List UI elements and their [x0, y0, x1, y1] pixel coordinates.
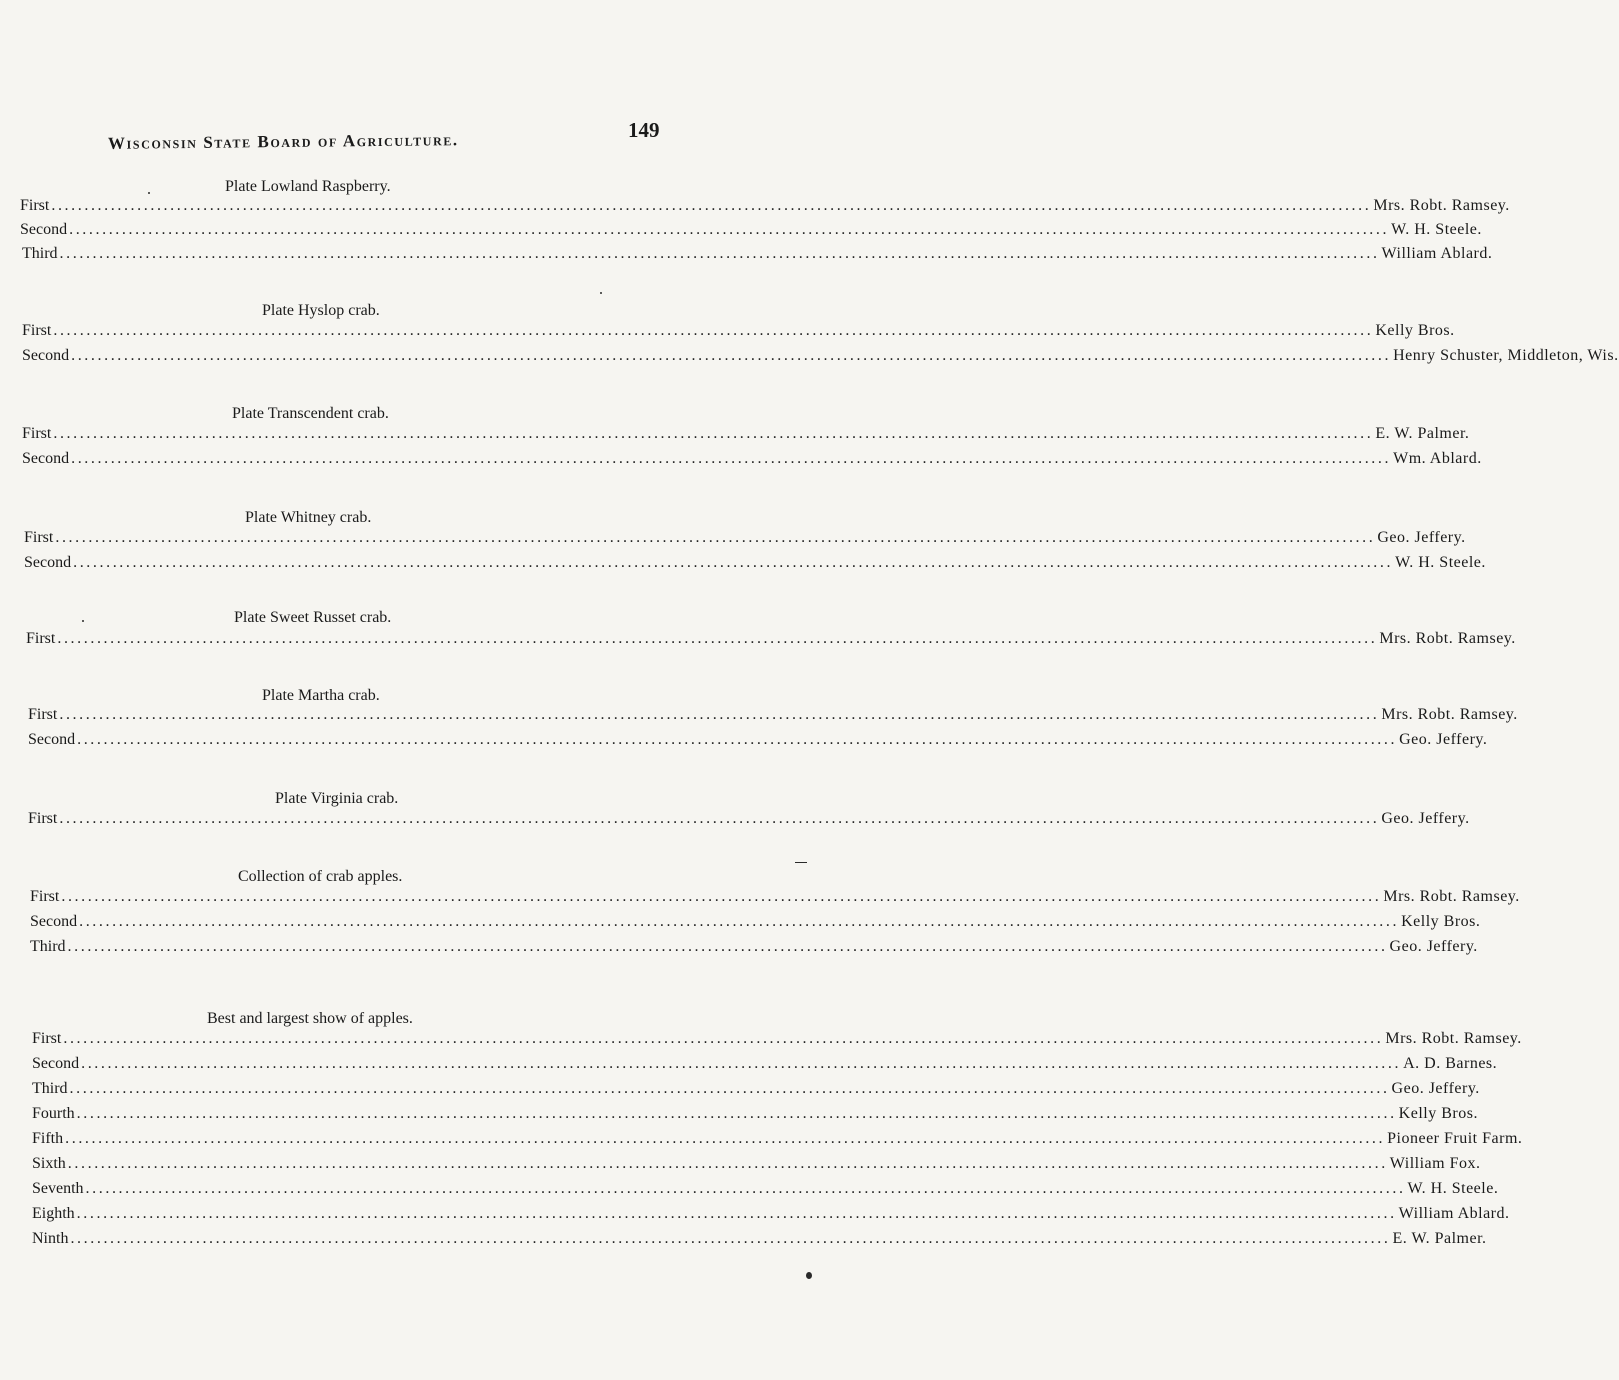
dot-leader: ........................................................................................................................................................................................................ [85, 1180, 1406, 1197]
dot-leader: ........................................................................................................................................................................................................ [59, 706, 1380, 723]
dot-leader: ........................................................................................................................................................................................................ [76, 1105, 1397, 1122]
print-speck [806, 1272, 812, 1279]
award-entry [30, 888, 1520, 910]
award-entry [32, 1080, 1480, 1102]
section-title: Best and largest show of apples. [207, 1010, 413, 1027]
award-entry [28, 810, 1470, 832]
section-title: Plate Virginia crab. [275, 790, 399, 807]
dot-leader: ........................................................................................................................................................................................................ [70, 1230, 1391, 1247]
section-title: Plate Whitney crab. [245, 509, 372, 526]
dot-leader: ........................................................................................................................................................................................................ [69, 1080, 1390, 1097]
award-entry [30, 913, 1481, 935]
dot-leader: ........................................................................................................................................................................................................ [69, 221, 1390, 238]
award-entry [32, 1130, 1523, 1152]
placing-label: Ninth [32, 1230, 69, 1247]
section-title: Collection of crab apples. [238, 868, 403, 885]
winner-name: E. W. Palmer. [1392, 1230, 1487, 1247]
dot-leader: ........................................................................................................................................................................................................ [79, 913, 1400, 930]
placing-label: Third [22, 245, 58, 262]
award-entry [20, 197, 1510, 219]
dot-leader: ........................................................................................................................................................................................................ [67, 1155, 1388, 1172]
winner-name: Geo. Jeffery. [1391, 1080, 1480, 1097]
placing-label: Second [22, 450, 70, 467]
winner-name: A. D. Barnes. [1403, 1055, 1498, 1072]
placing-label: Sixth [32, 1155, 66, 1172]
dot-leader: ........................................................................................................................................................................................................ [76, 1205, 1397, 1222]
winner-name: Kelly Bros. [1375, 322, 1455, 339]
dot-leader: ........................................................................................................................................................................................................ [77, 731, 1398, 748]
dot-leader: ........................................................................................................................................................................................................ [59, 245, 1380, 262]
winner-name: Mrs. Robt. Ramsey. [1379, 630, 1516, 647]
placing-label: First [28, 706, 58, 723]
award-entry [32, 1230, 1487, 1252]
award-entry [24, 529, 1466, 551]
placing-label: Eighth [32, 1205, 75, 1222]
placing-label: First [20, 197, 50, 214]
placing-label: Second [32, 1055, 80, 1072]
dot-leader: ........................................................................................................................................................................................................ [51, 197, 1372, 214]
placing-label: Third [30, 938, 66, 955]
award-entry [26, 630, 1516, 652]
print-speck [600, 292, 602, 294]
winner-name: W. H. Steele. [1395, 554, 1486, 571]
winner-name: Mrs. Robt. Ramsey. [1373, 197, 1510, 214]
winner-name: Geo. Jeffery. [1381, 810, 1470, 827]
winner-name: E. W. Palmer. [1375, 425, 1470, 442]
award-entry [24, 554, 1486, 576]
dot-leader: ........................................................................................................................................................................................................ [67, 938, 1388, 955]
dot-leader: ........................................................................................................................................................................................................ [73, 554, 1394, 571]
placing-label: First [24, 529, 54, 546]
winner-name: Geo. Jeffery. [1389, 938, 1478, 955]
winner-name: Mrs. Robt. Ramsey. [1383, 888, 1520, 905]
dot-leader: ........................................................................................................................................................................................................ [59, 810, 1380, 827]
award-entry [28, 706, 1518, 728]
section-title: Plate Sweet Russet crab. [234, 609, 392, 626]
print-speck [148, 192, 150, 194]
dot-leader: ........................................................................................................................................................................................................ [57, 630, 1378, 647]
award-entry [32, 1105, 1478, 1127]
award-entry [30, 938, 1478, 960]
winner-name: William Ablard. [1381, 245, 1493, 262]
winner-name: Pioneer Fruit Farm. [1387, 1130, 1523, 1147]
dot-leader: ........................................................................................................................................................................................................ [53, 322, 1374, 339]
placing-label: Second [30, 913, 78, 930]
placing-label: Fifth [32, 1130, 64, 1147]
placing-label: Second [24, 554, 72, 571]
section-title: Plate Transcendent crab. [232, 405, 389, 422]
placing-label: First [32, 1030, 62, 1047]
award-entry [32, 1030, 1522, 1052]
winner-name: Geo. Jeffery. [1399, 731, 1488, 748]
placing-label: Second [28, 731, 76, 748]
section-title: Plate Lowland Raspberry. [225, 178, 391, 195]
award-entry [22, 245, 1493, 267]
award-entry [28, 731, 1488, 753]
winner-name: W. H. Steele. [1391, 221, 1482, 238]
dot-leader: ........................................................................................................................................................................................................ [71, 450, 1392, 467]
award-entry [32, 1180, 1499, 1202]
dot-leader: ........................................................................................................................................................................................................ [81, 1055, 1402, 1072]
winner-name: William Fox. [1389, 1155, 1481, 1172]
placing-label: Seventh [32, 1180, 84, 1197]
dot-leader: ........................................................................................................................................................................................................ [53, 425, 1374, 442]
winner-name: Mrs. Robt. Ramsey. [1385, 1030, 1522, 1047]
dot-leader: ........................................................................................................................................................................................................ [63, 1030, 1384, 1047]
winner-name: Kelly Bros. [1401, 913, 1481, 930]
dot-leader: ........................................................................................................................................................................................................ [61, 888, 1382, 905]
award-entry [22, 425, 1470, 447]
winner-name: Geo. Jeffery. [1377, 529, 1466, 546]
winner-name: Mrs. Robt. Ramsey. [1381, 706, 1518, 723]
winner-name: Henry Schuster, Middleton, Wis. [1393, 347, 1619, 364]
page-number: 149 [628, 118, 660, 142]
award-entry [32, 1155, 1481, 1177]
award-entry [32, 1205, 1510, 1227]
winner-name: Kelly Bros. [1398, 1105, 1478, 1122]
award-entry [22, 450, 1482, 472]
section-title: Plate Hyslop crab. [262, 302, 380, 319]
section-title: Plate Martha crab. [262, 687, 380, 704]
running-head [20, 118, 740, 158]
placing-label: First [28, 810, 58, 827]
placing-label: First [22, 322, 52, 339]
print-speck [82, 620, 84, 622]
award-entry [20, 221, 1482, 243]
placing-label: First [26, 630, 56, 647]
winner-name: Wm. Ablard. [1393, 450, 1482, 467]
placing-label: First [30, 888, 60, 905]
winner-name: W. H. Steele. [1407, 1180, 1499, 1197]
dot-leader: ........................................................................................................................................................................................................ [55, 529, 1376, 546]
dot-leader: ........................................................................................................................................................................................................ [71, 347, 1392, 364]
award-entry [22, 347, 1619, 369]
placing-label: Second [22, 347, 70, 364]
placing-label: Third [32, 1080, 68, 1097]
print-speck [795, 862, 807, 863]
award-entry [22, 322, 1455, 344]
running-title: Wisconsin State Board of Agriculture. [107, 130, 459, 153]
dot-leader: ........................................................................................................................................................................................................ [65, 1130, 1386, 1147]
winner-name: William Ablard. [1398, 1205, 1510, 1222]
placing-label: Fourth [32, 1105, 75, 1122]
placing-label: First [22, 425, 52, 442]
award-entry [32, 1055, 1498, 1077]
placing-label: Second [20, 221, 68, 238]
